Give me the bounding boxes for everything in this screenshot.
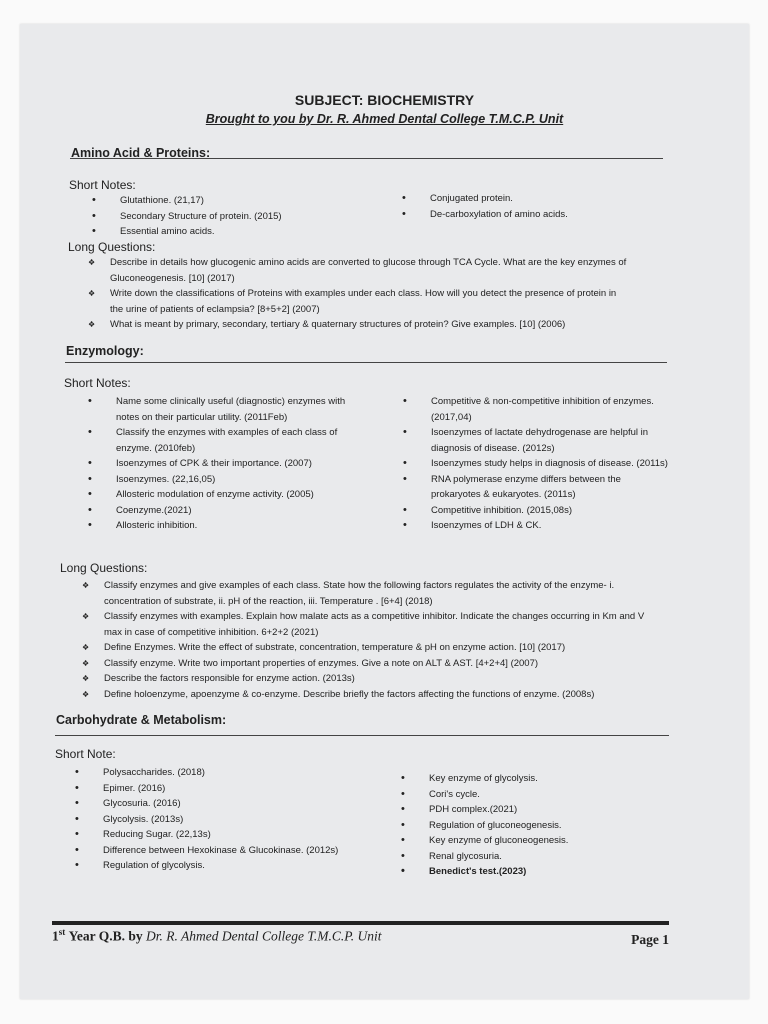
long-questions-label: Long Questions: [68, 240, 156, 254]
list-item: ❖ Describe in details how glucogenic amino acids are converted to glucose through TCA Cycle. What are the key enzymes of Gluconeogenesis. [10] (2017) [88, 255, 628, 286]
section-divider [55, 735, 669, 736]
list-item: ❖ Define holoenzyme, apoenzyme & co-enzyme. Describe briefly the factors affecting the functions of enzyme. (2008s) [82, 687, 664, 703]
short-notes-label: Short Note: [55, 747, 116, 761]
list-item: ❖ Classify enzymes with examples. Explain how malate acts as a competitive inhibitor. Indicate the changes occurring in Km and V max in case of competitive inhibition. 6+2+2 (2021) [82, 609, 664, 640]
list-item: • Isoenzymes of CPK & their importance. (2007) [88, 456, 346, 472]
list-item: • Name some clinically useful (diagnostic) enzymes with notes on their particular utility. (2011Feb) [88, 394, 346, 425]
list-item: • Conjugated protein. [402, 191, 662, 207]
list-item: • Glutathione. (21,17) [92, 193, 392, 209]
list-item: • Glycosuria. (2016) [75, 796, 345, 812]
short-notes-list-left [75, 765, 345, 874]
long-questions-list [82, 578, 664, 702]
list-item: • Classify the enzymes with examples of each class of enzyme. (2010feb) [88, 425, 346, 456]
section-heading-amino-acid: Amino Acid & Proteins: [71, 146, 211, 160]
long-questions-label: Long Questions: [60, 561, 148, 575]
footer-text [52, 927, 382, 945]
list-item: • Regulation of gluconeogenesis. [401, 818, 641, 834]
list-item: • Allosteric modulation of enzyme activity. (2005) [88, 487, 346, 503]
section-heading-carbohydrate: Carbohydrate & Metabolism: [56, 713, 227, 727]
list-item: • Competitive & non-competitive inhibition of enzymes. (2017,04) [403, 394, 668, 425]
list-item: ❖ Write down the classifications of Proteins with examples under each class. How will you detect the presence of protein in the urine of patients of eclampsia? [8+5+2] (2007) [88, 286, 628, 317]
section-divider [70, 158, 663, 159]
short-notes-label: Short Notes: [69, 178, 136, 192]
list-item: • Benedict's test.(2023) [401, 864, 641, 880]
footer-label: Year Q.B. by [68, 928, 143, 944]
list-item: ❖ What is meant by primary, secondary, tertiary & quaternary structures of protein? Give examples. [10] (2006) [88, 317, 628, 333]
list-item: • Key enzyme of glycolysis. [401, 771, 641, 787]
list-item: • Isoenzymes of LDH & CK. [403, 518, 668, 534]
list-item: • Isoenzymes of lactate dehydrogenase are helpful in diagnosis of disease. (2012s) [403, 425, 668, 456]
section-heading-enzymology: Enzymology: [66, 344, 144, 358]
document-title: SUBJECT: BIOCHEMISTRY [294, 92, 475, 108]
short-notes-list-right [402, 191, 662, 222]
list-item: • Isoenzymes study helps in diagnosis of disease. (2011s) [403, 456, 668, 472]
document-subtitle: Brought to you by Dr. R. Ahmed Dental College T.M.C.P. Unit [205, 112, 564, 126]
list-item: • Competitive inhibition. (2015,08s) [403, 503, 668, 519]
list-item: • Secondary Structure of protein. (2015) [92, 209, 392, 225]
list-item: • PDH complex.(2021) [401, 802, 641, 818]
list-item: ❖ Classify enzyme. Write two important properties of enzymes. Give a note on ALT & AST. [4+2+4] (2007) [82, 656, 664, 672]
footer-source: Dr. R. Ahmed Dental College T.M.C.P. Unit [146, 928, 382, 944]
short-notes-list-right [403, 394, 668, 534]
list-item: ❖ Classify enzymes and give examples of each class. State how the following factors regulates the activity of the enzyme- i. concentration of substrate, ii. pH of the reaction, iii. Temperature . [6+4] (2018) [82, 578, 664, 609]
short-notes-label: Short Notes: [64, 376, 131, 390]
list-item: • Isoenzymes. (22,16,05) [88, 472, 346, 488]
footer-year: 1 [52, 928, 59, 944]
list-item: • RNA polymerase enzyme differs between the prokaryotes & eukaryotes. (2011s) [403, 472, 668, 503]
document-page [20, 24, 749, 999]
list-item: • Regulation of glycolysis. [75, 858, 345, 874]
long-questions-list [88, 255, 628, 333]
list-item: • Essential amino acids. [92, 224, 392, 240]
list-item: • Renal glycosuria. [401, 849, 641, 865]
short-notes-list-left [88, 394, 346, 534]
list-item: • Key enzyme of gluconeogenesis. [401, 833, 641, 849]
list-item: ❖ Describe the factors responsible for enzyme action. (2013s) [82, 671, 664, 687]
list-item: • Polysaccharides. (2018) [75, 765, 345, 781]
list-item: ❖ Define Enzymes. Write the effect of substrate, concentration, temperature & pH on enzyme action. [10] (2017) [82, 640, 664, 656]
short-notes-list-right [401, 771, 641, 880]
section-divider [65, 362, 667, 363]
list-item: • De-carboxylation of amino acids. [402, 207, 662, 223]
footer-rule [52, 921, 669, 925]
list-item: • Allosteric inhibition. [88, 518, 346, 534]
short-notes-list-left [92, 193, 392, 240]
list-item: • Difference between Hexokinase & Glucokinase. (2012s) [75, 843, 345, 859]
footer-year-suffix: st [58, 927, 66, 937]
page-number: Page 1 [631, 932, 669, 947]
list-item: • Coenzyme.(2021) [88, 503, 346, 519]
list-item: • Glycolysis. (2013s) [75, 812, 345, 828]
list-item: • Reducing Sugar. (22,13s) [75, 827, 345, 843]
list-item: • Cori's cycle. [401, 787, 641, 803]
list-item: • Epimer. (2016) [75, 781, 345, 797]
